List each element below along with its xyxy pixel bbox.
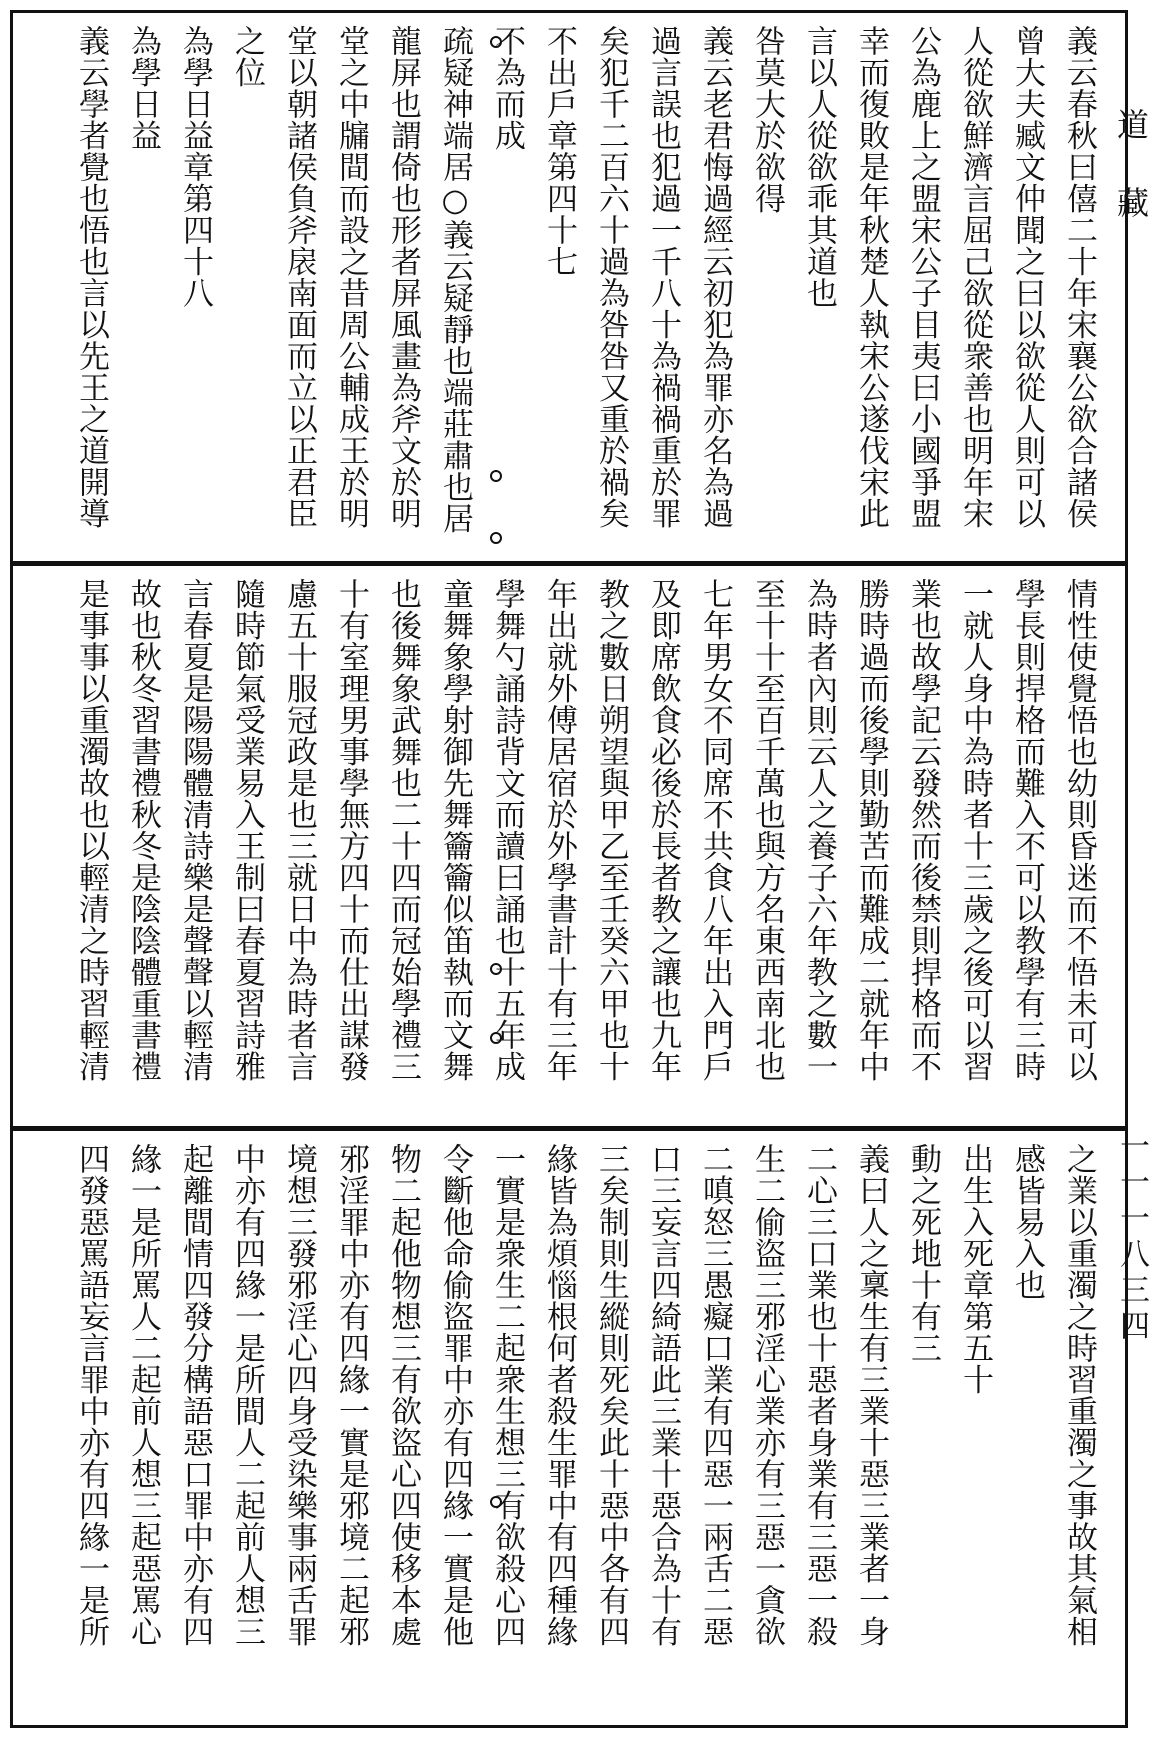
text-column: 十有室理男事學無方四十而仕出謀發 (333, 578, 369, 1082)
collection-label: 道藏 (1112, 108, 1150, 264)
text-column: 為學日益 (125, 25, 161, 151)
text-column: 曾大夫臧文仲聞之曰以欲從人則可以 (1009, 25, 1045, 529)
text-column: 為學日益章第四十八 (177, 25, 213, 309)
text-column: 也後舞象武舞也二十四而冠始學禮三 (385, 578, 421, 1082)
text-column: 慮五十服冠政是也三就日中為時者言 (281, 578, 317, 1082)
text-column: 之位 (229, 25, 265, 88)
text-column: 七年男女不同席不共食八年出入門戶 (697, 578, 733, 1082)
text-column: 令斷他命偷盜罪中亦有四緣一實是他 (437, 1143, 473, 1647)
column-group-top (33, 25, 1105, 551)
text-column: 為時者內則云人之養子六年教之數一 (801, 578, 837, 1082)
text-column: 三矣制則生縱則死矣此十惡中各有四 (593, 1143, 629, 1647)
text-column: 緣一是所罵人二起前人想三起惡罵心 (125, 1143, 161, 1647)
text-column: 至十十至百千萬也與方名東西南北也 (749, 578, 785, 1082)
text-column: 勝時過而後學則勤苦而難成二就年中 (853, 578, 889, 1082)
text-column: 不為而成 (489, 25, 525, 151)
text-column: 口三妄言四綺語此三業十惡合為十有 (645, 1143, 681, 1647)
text-column: 義云學者覺也悟也言以先王之道開導 (73, 25, 109, 529)
section-circle-marker (490, 963, 502, 975)
text-column: 言以人從欲乖其道也 (801, 25, 837, 309)
text-column: 情性使覺悟也幼則昏迷而不悟未可以 (1061, 578, 1097, 1082)
text-column: 教之數日朔望與甲乙至壬癸六甲也十 (593, 578, 629, 1082)
text-column: 邪淫罪中亦有四緣一實是邪境二起邪 (333, 1143, 369, 1647)
text-column: 龍屏也謂倚也形者屏風畫為斧文於明 (385, 25, 421, 529)
text-column: 境想三發邪淫心四身受染樂事兩舌罪 (281, 1143, 317, 1647)
text-column: 故也秋冬習書禮秋冬是陰陰體重書禮 (125, 578, 161, 1082)
section-circle-marker (490, 470, 502, 482)
text-column: 人從欲鮮濟言屈己欲從衆善也明年宋 (957, 25, 993, 529)
text-column: 是事事以重濁故也以輕清之時習輕清 (73, 578, 109, 1082)
text-column: 義云老君悔過經云初犯為罪亦名為過 (697, 25, 733, 529)
text-column: 過言誤也犯過一千八十為禍禍重於罪 (645, 25, 681, 529)
text-column: 疏疑神端居○義云疑靜也端莊肅也居 (437, 25, 473, 534)
page-number: 一一一八三四 (1114, 1130, 1149, 1346)
text-column: 動之死地十有三 (905, 1143, 941, 1364)
text-column: 業也故學記云發然而後禁則捍格而不 (905, 578, 941, 1082)
text-column: 一實是衆生二起衆生想三有欲殺心四 (489, 1143, 525, 1647)
column-group-bottom (33, 1143, 1105, 1715)
text-column: 義曰人之稟生有三業十惡三業者一身 (853, 1143, 889, 1647)
text-column: 不出戶章第四十七 (541, 25, 577, 277)
text-panel-middle (10, 563, 1128, 1129)
text-column: 四發惡罵語妄言罪中亦有四緣一是所 (73, 1143, 109, 1647)
section-circle-marker (490, 1496, 502, 1508)
text-column: 矣犯千二百六十過為咎咎又重於禍矣 (593, 25, 629, 529)
text-column: 公為鹿上之盟宋公子目夷曰小國爭盟 (905, 25, 941, 529)
column-group-middle (33, 578, 1105, 1116)
text-column: 緣皆為煩惱根何者殺生罪中有四種緣 (541, 1143, 577, 1647)
text-column: 學舞勺誦詩背文而讀曰誦也十五年成 (489, 578, 525, 1082)
text-column: 堂之中牖間而設之昔周公輔成王於明 (333, 25, 369, 529)
text-column: 幸而復敗是年秋楚人執宋公遂伐宋此 (853, 25, 889, 529)
section-circle-marker (490, 36, 502, 48)
text-panel-top (10, 10, 1128, 564)
text-column: 義云春秋曰僖二十年宋襄公欲合諸侯 (1061, 25, 1097, 529)
text-column: 感皆易入也 (1009, 1143, 1045, 1301)
text-column: 童舞象學射御先舞籥籥似笛執而文舞 (437, 578, 473, 1082)
text-column: 言春夏是陽陽體清詩樂是聲聲以輕清 (177, 578, 213, 1082)
section-circle-marker (490, 532, 502, 544)
text-column: 一就人身中為時者十三歲之後可以習 (957, 578, 993, 1082)
text-column: 年出就外傅居宿於外學書計十有三年 (541, 578, 577, 1082)
text-column: 二嗔怒三愚癡口業有四惡一兩舌二惡 (697, 1143, 733, 1647)
text-column: 起離間情四發分構語惡口罪中亦有四 (177, 1143, 213, 1647)
section-circle-marker (490, 1032, 502, 1044)
text-column: 物二起他物想三有欲盜心四使移本處 (385, 1143, 421, 1647)
text-column: 咎莫大於欲得 (749, 25, 785, 214)
text-panel-bottom (10, 1128, 1128, 1728)
text-column: 出生入死章第五十 (957, 1143, 993, 1395)
text-column: 中亦有四緣一是所間人二起前人想三 (229, 1143, 265, 1647)
text-column: 堂以朝諸侯負斧扆南面而立以正君臣 (281, 25, 317, 529)
text-column: 生二偷盜三邪淫心業亦有三惡一貪欲 (749, 1143, 785, 1647)
text-column: 及即席飲食必後於長者教之讓也九年 (645, 578, 681, 1082)
text-column: 二心三口業也十惡者身業有三惡一殺 (801, 1143, 837, 1647)
text-column: 之業以重濁之時習重濁之事故其氣相 (1061, 1143, 1097, 1647)
text-column: 隨時節氣受業易入王制曰春夏習詩雅 (229, 578, 265, 1082)
text-column: 學長則捍格而難入不可以教學有三時 (1009, 578, 1045, 1082)
